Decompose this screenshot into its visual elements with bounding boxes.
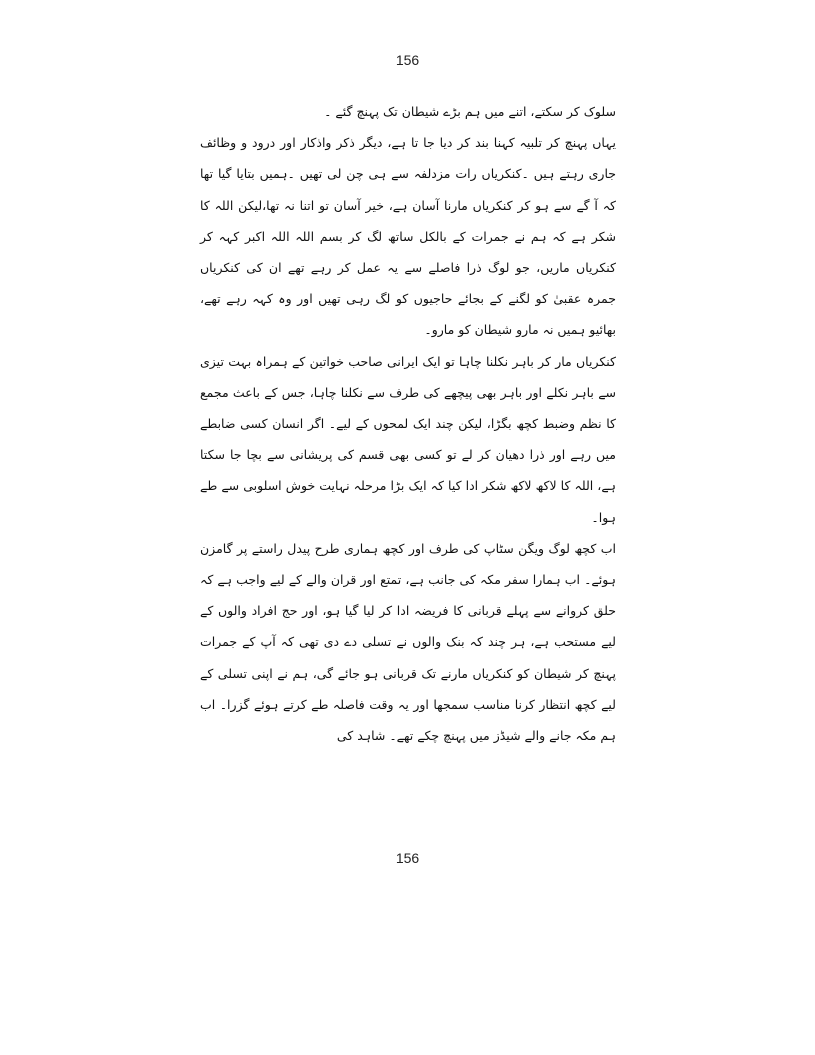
page-number-top: 156 <box>395 52 420 68</box>
paragraph-2: یہاں پہنچ کر تلبیہ کہنا بند کر دیا جا تا ہے، دیگر ذکر واذکار اور درود و وظائف جاری رہتے ہیں ۔کنکریاں رات مزدلفہ سے ہی چن لی تھیں ۔ہمیں بتایا گیا تھا کہ آ گے سے ہو کر کنکریاں مارنا آسان ہے، خیر آسان تو اتنا نہ تھا،لیکن اللہ کا شکر ہے کہ ہم نے جمرات کے بالکل ساتھ لگ کر بسم اللہ اللہ اکبر کہہ کر کنکریاں ماریں، جو لوگ ذرا فاصلے سے یہ عمل کر رہے تھے ان کی کنکریاں جمرہ عقبیٰ کو لگنے کے بجائے حاجیوں کو لگ رہی تھیں اور وہ کہہ رہے تھے، بھائیو ہمیں نہ مارو شیطان کو مارو۔ <box>200 135 616 338</box>
paragraph-3: کنکریاں مار کر باہر نکلنا چاہا تو ایک ایرانی صاحب خواتین کے ہمراہ بہت تیزی سے باہر نکلے اور باہر بھی پیچھے کی طرف سے نکلنا چاہا، جس کے باعث مجمع کا نظم وضبط کچھ بگڑا، لیکن چند ایک لمحوں کے لیے۔ اگر انسان کسی ضابطے میں رہے اور ذرا دھیان کر لے تو کسی بھی قسم کی پریشانی سے بچا جا سکتا ہے، اللہ کا لاکھ لاکھ شکر ادا کیا کہ ایک بڑا مرحلہ نہایت خوش اسلوبی سے طے ہوا۔ <box>200 353 616 525</box>
page-body <box>200 96 616 751</box>
paragraph-4: اب کچھ لوگ ویگن سٹاپ کی طرف اور کچھ ہماری طرح پیدل راستے پر گامزن ہوئے۔ اب ہمارا سفر مکہ کی جانب ہے، تمتع اور قران والے کے لیے واجب ہے کہ حلق کروانے سے پہلے قربانی کا فریضہ ادا کر لیا گیا ہو، اور حج افراد والوں کے لیے مستحب ہے، ہر چند کہ بنک والوں نے تسلی دے دی تھی کہ آپ کے جمرات پہنچ کر شیطان کو کنکریاں مارنے تک قربانی ہو جائے گی، ہم نے اپنی تسلی کے لیے کچھ انتظار کرنا مناسب سمجھا اور یہ وقت فاصلہ طے کرتے ہوئے گزرا۔ اب ہم مکہ جانے والے شیڈز میں پہنچ چکے تھے۔ شاہد کی <box>200 540 616 744</box>
paragraph-1: سلوک کر سکتے، اتنے میں ہم بڑے شیطان تک پہنچ گئے ۔ <box>324 104 616 119</box>
page-number-bottom: 156 <box>395 850 420 866</box>
